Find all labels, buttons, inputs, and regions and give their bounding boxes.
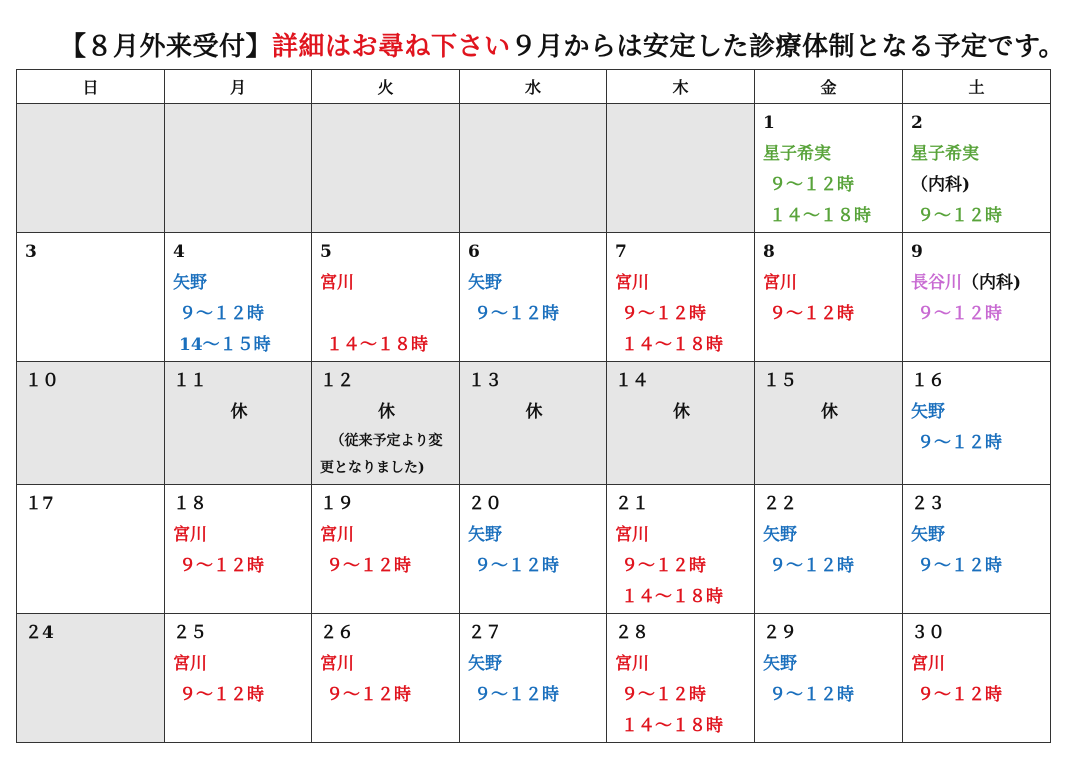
day-cell-content (607, 233, 754, 361)
hours-text-text: ９～１２時 (769, 685, 854, 705)
day-cell-content (755, 362, 902, 428)
day-cell (755, 104, 903, 233)
weekday-mon: 月 (165, 70, 312, 104)
hours-text-text: ９～１２時 (769, 304, 854, 324)
day-cell (903, 362, 1051, 485)
hours-text (173, 680, 305, 711)
hours-text (320, 551, 453, 582)
day-cell-content (903, 233, 1050, 330)
doctor-name (320, 520, 453, 551)
title-suffix: ９月からは安定した診療体制となる予定です。 (510, 32, 1065, 62)
day-cell-content (903, 485, 1050, 582)
doctor-name (468, 520, 600, 551)
hours-text-text: １４～１８時 (621, 587, 723, 607)
day-number: １7 (25, 494, 54, 514)
day-number: １３ (468, 371, 502, 391)
day-number: １４ (615, 371, 649, 391)
hours-text-text: ９～１２時 (621, 685, 706, 705)
hours-text-text: １４～１８時 (326, 335, 428, 355)
day-cell-content (755, 104, 902, 232)
day-cell-content (17, 104, 164, 108)
doctor-name (911, 397, 1044, 428)
day-cell (17, 233, 165, 362)
day-number: １８ (173, 494, 207, 514)
weekday-wed: 水 (460, 70, 607, 104)
day-cell-content (755, 233, 902, 330)
schedule-line (320, 299, 453, 330)
schedule-calendar (16, 69, 1051, 743)
day-cell-content (903, 104, 1050, 232)
day-cell-content (165, 614, 311, 711)
day-cell (460, 104, 607, 233)
calendar-header (17, 70, 1051, 104)
day-cell-content (312, 104, 459, 108)
doctor-name-text: 星子希実 (911, 144, 979, 164)
doctor-name (468, 268, 600, 299)
day-number: 2 (911, 113, 923, 133)
doctor-name-text: 宮川 (173, 525, 207, 545)
day-cell-content (755, 614, 902, 711)
hours-text (911, 551, 1044, 582)
hours-text (173, 551, 305, 582)
doctor-name (763, 268, 896, 299)
day-number: １１ (173, 371, 207, 391)
hours-text-text: ９～１２時 (474, 304, 559, 324)
day-number: 9 (911, 242, 923, 262)
day-cell-content (17, 233, 164, 268)
day-cell (17, 485, 165, 614)
day-number: １２ (320, 371, 354, 391)
doctor-name-text: 矢野 (468, 273, 502, 293)
doctor-name-text: 宮川 (173, 654, 207, 674)
hours-text (615, 299, 748, 330)
day-cell-content (165, 233, 311, 361)
hours-text-text: ９～１２時 (621, 304, 706, 324)
day-cell (903, 104, 1051, 233)
day-number: ２4 (25, 623, 54, 643)
doctor-name-text: 宮川 (320, 273, 354, 293)
doctor-name-text: 矢野 (911, 402, 945, 422)
day-cell (755, 485, 903, 614)
week-row (17, 233, 1051, 362)
day-cell (755, 614, 903, 743)
day-cell (607, 104, 755, 233)
closed-label-text: 休 (230, 402, 248, 422)
hours-text (615, 680, 748, 711)
doctor-name-text: 宮川 (615, 525, 649, 545)
day-cell (17, 104, 165, 233)
change-note: 更となりました) (320, 460, 425, 476)
hours-text (763, 299, 896, 330)
day-cell (165, 485, 312, 614)
week-row (17, 362, 1051, 485)
day-cell-content (460, 362, 606, 428)
week-row (17, 614, 1051, 743)
day-number: ２６ (320, 623, 354, 643)
day-cell (607, 485, 755, 614)
day-number: ２１ (615, 494, 649, 514)
day-cell (312, 485, 460, 614)
day-number: 1 (763, 113, 775, 133)
day-cell-content (460, 233, 606, 330)
day-number: １６ (911, 371, 945, 391)
day-cell (165, 362, 312, 485)
day-cell (903, 485, 1051, 614)
hours-text (763, 201, 896, 232)
doctor-name (615, 649, 748, 680)
doctor-name (173, 520, 305, 551)
hours-text-text: ９～１２時 (917, 206, 1002, 226)
hours-text (173, 299, 305, 330)
hours-text (615, 711, 748, 742)
doctor-name-text: 宮川 (763, 273, 797, 293)
day-cell (607, 233, 755, 362)
hours-text-text: ９～１２時 (474, 556, 559, 576)
hours-text-text: １４～１８時 (621, 716, 723, 736)
day-cell-content (312, 614, 459, 711)
day-cell-content (165, 104, 311, 108)
doctor-name-text: 長谷川 (911, 273, 962, 293)
hours-text (911, 428, 1044, 459)
day-cell (165, 614, 312, 743)
weekday-tue: 火 (312, 70, 460, 104)
hours-text (763, 551, 896, 582)
hours-text-text: １４～１８時 (769, 206, 871, 226)
day-number: １５ (763, 371, 797, 391)
day-cell (460, 362, 607, 485)
calendar-body (17, 104, 1051, 743)
hours-text-text: ９～１２時 (621, 556, 706, 576)
hours-text (468, 299, 600, 330)
day-cell-content (17, 485, 164, 520)
hours-text (320, 680, 453, 711)
doctor-name-text: 矢野 (468, 654, 502, 674)
doctor-name (173, 649, 305, 680)
day-cell-content (755, 485, 902, 582)
weekday-thu: 木 (607, 70, 755, 104)
day-cell-content (903, 614, 1050, 711)
day-cell (903, 614, 1051, 743)
day-cell-content (460, 104, 606, 108)
doctor-name (320, 268, 453, 299)
hours-text-text: ９～１２時 (917, 433, 1002, 453)
day-cell (460, 233, 607, 362)
day-cell (312, 362, 460, 485)
doctor-name-text: 矢野 (468, 525, 502, 545)
week-row (17, 104, 1051, 233)
closed-label (763, 397, 896, 428)
doctor-name-text: 矢野 (911, 525, 945, 545)
day-cell-content (607, 614, 754, 742)
day-number: ２０ (468, 494, 502, 514)
doctor-name (615, 268, 748, 299)
day-cell-content (607, 104, 754, 108)
weekday-fri: 金 (755, 70, 903, 104)
day-number: ３０ (911, 623, 945, 643)
day-cell-content (607, 485, 754, 613)
department-label: （内科) (962, 273, 1022, 293)
doctor-name-text: 宮川 (615, 654, 649, 674)
day-cell (312, 233, 460, 362)
hours-text (911, 299, 1044, 330)
doctor-name-text: 矢野 (763, 525, 797, 545)
hours-text-text: ９～１２時 (917, 304, 1002, 324)
day-cell (755, 233, 903, 362)
day-number: ２３ (911, 494, 945, 514)
day-cell (607, 362, 755, 485)
doctor-name (911, 139, 1044, 170)
day-number: 4 (173, 242, 185, 262)
day-cell (17, 362, 165, 485)
day-cell-content (312, 362, 459, 482)
hours-text (468, 551, 600, 582)
day-cell (903, 233, 1051, 362)
hours-text-text: ９～１２時 (769, 556, 854, 576)
day-number: ２７ (468, 623, 502, 643)
day-cell (312, 104, 460, 233)
day-cell (460, 485, 607, 614)
schedule-line (911, 170, 1044, 201)
closed-label (173, 397, 305, 428)
hours-text-text: ９～１２時 (326, 685, 411, 705)
doctor-name-text: 宮川 (615, 273, 649, 293)
closed-label-text: 休 (525, 402, 543, 422)
hours-text (615, 551, 748, 582)
hours-text (911, 680, 1044, 711)
hours-text-text: ９～１２時 (474, 685, 559, 705)
title-highlight: 詳細はお尋ね下さい (272, 32, 511, 62)
day-cell-content (903, 362, 1050, 459)
doctor-name-text: 宮川 (320, 654, 354, 674)
hours-text-text: ９～１２時 (179, 304, 264, 324)
weekday-row (17, 70, 1051, 104)
hours-text (763, 170, 896, 201)
day-cell (755, 362, 903, 485)
day-cell (17, 614, 165, 743)
day-number: 7 (615, 242, 627, 262)
closed-label (320, 397, 453, 428)
schedule-line-text: （内科) (911, 175, 971, 195)
day-cell-content (460, 614, 606, 711)
day-cell-content (607, 362, 754, 428)
hours-text (320, 330, 453, 361)
doctor-name (763, 139, 896, 170)
doctor-name-text: 宮川 (911, 654, 945, 674)
hours-text (911, 201, 1044, 232)
weekday-sun: 日 (17, 70, 165, 104)
day-number: ２９ (763, 623, 797, 643)
doctor-name (173, 268, 305, 299)
doctor-name (615, 520, 748, 551)
day-cell (165, 233, 312, 362)
day-cell (165, 104, 312, 233)
day-cell-content (165, 485, 311, 582)
hours-text-text: ９～１２時 (917, 556, 1002, 576)
doctor-name (911, 520, 1044, 551)
title-prefix: 【８月外来受付】 (60, 32, 273, 62)
doctor-name-text: 宮川 (320, 525, 354, 545)
doctor-name (911, 649, 1044, 680)
day-number: ２５ (173, 623, 207, 643)
hours-text-text: ９～１２時 (917, 685, 1002, 705)
doctor-name (468, 649, 600, 680)
day-number: 5 (320, 242, 332, 262)
hours-text (763, 680, 896, 711)
doctor-name-text: 星子希実 (763, 144, 831, 164)
day-cell-content (17, 614, 164, 649)
change-note: （従来予定より変 (330, 433, 443, 449)
closed-label-text: 休 (378, 402, 395, 422)
closed-label (615, 397, 748, 428)
hours-text (615, 582, 748, 613)
day-number: ２８ (615, 623, 649, 643)
hours-text (615, 330, 748, 361)
doctor-name (763, 649, 896, 680)
day-cell (312, 614, 460, 743)
hours-text-text: ９～１２時 (769, 175, 854, 195)
hours-text-text: １４～１８時 (621, 335, 723, 355)
day-cell (460, 614, 607, 743)
hours-text-text: ９～１２時 (179, 685, 264, 705)
day-number: 8 (763, 242, 775, 262)
day-number: ２２ (763, 494, 797, 514)
doctor-name (320, 649, 453, 680)
day-cell-content (312, 233, 459, 361)
day-cell-content (312, 485, 459, 582)
closed-label-text: 休 (673, 402, 690, 422)
hours-text-text: 14～１５時 (179, 335, 271, 355)
day-cell-content (165, 362, 311, 428)
closed-label-text: 休 (821, 402, 838, 422)
day-cell (607, 614, 755, 743)
day-number: 3 (25, 242, 37, 262)
day-number: １０ (25, 371, 59, 391)
day-number: １９ (320, 494, 354, 514)
week-row (17, 485, 1051, 614)
day-cell-content (17, 362, 164, 397)
page-title (60, 26, 1065, 63)
hours-text-text: ９～１２時 (326, 556, 411, 576)
doctor-name-text: 矢野 (173, 273, 207, 293)
hours-text (468, 680, 600, 711)
hours-text (173, 330, 305, 361)
hours-text-text: ９～１２時 (179, 556, 264, 576)
doctor-name (911, 268, 1044, 299)
closed-label (468, 397, 600, 428)
doctor-name (763, 520, 896, 551)
doctor-name-text: 矢野 (763, 654, 797, 674)
day-number: 6 (468, 242, 480, 262)
day-cell-content (460, 485, 606, 582)
weekday-sat: 土 (903, 70, 1051, 104)
